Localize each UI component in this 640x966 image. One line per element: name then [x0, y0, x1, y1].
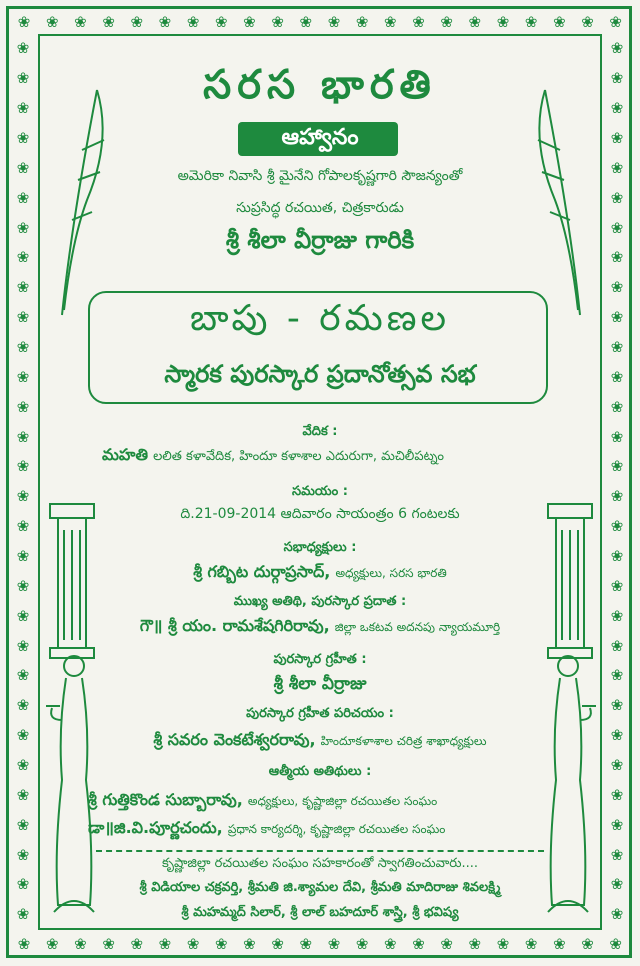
flower-icon: ❀ — [16, 158, 30, 177]
flower-icon: ❀ — [16, 547, 30, 566]
flower-icon: ❀ — [524, 12, 538, 31]
guests-label: ఆత్మీయ అతిథులు : — [268, 764, 372, 779]
flower-icon: ❀ — [609, 934, 622, 953]
invitation-label: ఆహ్వానం — [281, 125, 359, 150]
venue-label: వేదిక : — [302, 424, 338, 439]
flower-icon: ❀ — [16, 99, 30, 118]
flower-icon: ❀ — [271, 12, 284, 31]
flower-icon: ❀ — [243, 12, 256, 31]
flower-icon: ❀ — [215, 12, 228, 31]
welcome-line-3: శ్రీ మహమ్మద్ సిలార్, శ్రీ లాల్ బహదూర్ శాస్త్రి, శ్రీ భవిష్య — [181, 905, 459, 920]
flower-icon: ❀ — [610, 367, 624, 386]
flower-icon: ❀ — [610, 69, 624, 88]
flower-icon: ❀ — [610, 636, 624, 655]
flower-icon: ❀ — [130, 12, 144, 31]
flower-icon: ❀ — [610, 905, 624, 924]
introducer-role: హిందూకళాశాల చరిత్ర శాఖాధ్యక్షులు — [320, 734, 487, 748]
flower-icon: ❀ — [16, 397, 30, 416]
chief-guest-line — [0, 616, 640, 639]
guest-row — [88, 790, 437, 813]
flower-icon: ❀ — [158, 934, 172, 953]
flower-icon: ❀ — [610, 666, 624, 685]
flower-icon: ❀ — [130, 934, 144, 953]
president-role: అధ్యక్షులు, సరస భారతి — [335, 566, 447, 580]
flower-icon: ❀ — [610, 129, 624, 147]
flower-icon: ❀ — [327, 934, 341, 953]
flower-icon: ❀ — [610, 756, 624, 775]
president-name: శ్రీ గబ్బిట దుర్గాప్రసాద్, — [193, 562, 331, 581]
flower-icon: ❀ — [16, 457, 30, 476]
flower-icon: ❀ — [16, 666, 30, 685]
introducer-label: పురస్కార గ్రహీత పరిచయం : — [246, 706, 394, 721]
flower-icon: ❀ — [16, 517, 30, 536]
flower-icon: ❀ — [610, 875, 624, 894]
chief-guest-label: ముఖ్య అతిథి, పురస్కార ప్రదాత : — [233, 594, 407, 609]
organization-title: సరస భారతి — [203, 62, 437, 108]
venue-name: మహతి — [102, 445, 148, 464]
flower-icon: ❀ — [610, 248, 624, 267]
flower-icon: ❀ — [102, 12, 115, 31]
flower-icon: ❀ — [581, 12, 594, 31]
flower-icon: ❀ — [610, 427, 624, 446]
guest-name: శ్రీ గుత్తికొండ సుబ్బారావు, — [88, 790, 243, 809]
flower-icon: ❀ — [243, 934, 256, 953]
flower-icon: ❀ — [610, 517, 624, 536]
flower-icon: ❀ — [16, 636, 30, 655]
president-label: సభాధ్యక్షులు : — [283, 540, 357, 555]
flower-icon: ❀ — [17, 12, 31, 31]
introducer-line — [0, 726, 640, 753]
flower-icon: ❀ — [553, 934, 566, 953]
flower-icon: ❀ — [16, 606, 30, 625]
guest-row — [88, 818, 445, 841]
flower-icon: ❀ — [610, 815, 624, 834]
flower-icon: ❀ — [355, 934, 369, 953]
flower-icon: ❀ — [610, 726, 624, 745]
flower-icon: ❀ — [299, 934, 313, 953]
president-line — [0, 562, 640, 585]
flower-icon: ❀ — [16, 905, 30, 924]
flower-icon: ❀ — [496, 12, 510, 31]
flower-icon: ❀ — [16, 188, 30, 207]
chief-guest-name: గౌ॥ శ్రీ యం. రామశేషగిరిరావు, — [139, 616, 330, 635]
honoree-line: శ్రీ శీలా వీర్రాజు గారికి — [225, 226, 415, 254]
welcome-line-2: శ్రీ విడియాల చక్రవర్తి, శ్రీమతి జి.శ్యామల దేవి, శ్రీమతి మాదిరాజు శివలక్ష్మి — [139, 880, 501, 895]
flower-icon: ❀ — [610, 547, 624, 566]
awardee-label: పురస్కార గ్రహీత : — [273, 652, 367, 667]
flower-icon: ❀ — [16, 218, 30, 237]
chief-guest-role: జిల్లా ఒకటవ అదనపు న్యాయమూర్తి — [334, 620, 501, 634]
awardee-name: శ్రీ శీలా వీర్రాజు — [273, 674, 367, 694]
flower-icon: ❀ — [384, 934, 397, 953]
flower-icon: ❀ — [16, 815, 30, 834]
flower-icon: ❀ — [45, 934, 59, 953]
flower-icon: ❀ — [16, 367, 30, 386]
flower-icon: ❀ — [16, 427, 30, 446]
flower-icon: ❀ — [16, 756, 30, 775]
flower-icon: ❀ — [17, 934, 31, 953]
flower-icon: ❀ — [16, 487, 30, 506]
flower-icon: ❀ — [16, 845, 30, 864]
welcome-line-1: కృష్ణాజిల్లా రచయితల సంఘం సహకారంతో స్వాగతించువారు.... — [161, 856, 479, 871]
flower-icon: ❀ — [16, 338, 30, 357]
flower-icon: ❀ — [16, 69, 30, 88]
flower-icon: ❀ — [610, 487, 624, 506]
floral-border-top — [10, 10, 630, 34]
flower-icon: ❀ — [186, 934, 200, 953]
flower-icon: ❀ — [215, 934, 228, 953]
flower-icon: ❀ — [16, 726, 30, 745]
flower-icon: ❀ — [102, 934, 115, 953]
flower-icon: ❀ — [412, 934, 425, 953]
flower-icon: ❀ — [610, 397, 624, 416]
flower-icon: ❀ — [271, 934, 284, 953]
flower-icon: ❀ — [299, 12, 313, 31]
flower-icon: ❀ — [553, 12, 566, 31]
flower-icon: ❀ — [16, 278, 30, 297]
flower-icon: ❀ — [610, 785, 624, 804]
flower-icon: ❀ — [384, 12, 397, 31]
flower-icon: ❀ — [16, 576, 30, 595]
flower-icon: ❀ — [327, 12, 341, 31]
flower-icon: ❀ — [610, 278, 624, 297]
flower-icon: ❀ — [610, 39, 624, 58]
flower-icon: ❀ — [468, 12, 482, 31]
flower-icon: ❀ — [610, 606, 624, 625]
flower-icon: ❀ — [16, 875, 30, 894]
flower-icon: ❀ — [610, 845, 624, 864]
flower-icon: ❀ — [610, 338, 624, 357]
flower-icon: ❀ — [610, 457, 624, 476]
venue-detail: లలిత కళావేదిక, హిందూ కళాశాల ఎదురుగా, మచిలీపట్నం — [153, 449, 444, 464]
guest-name: డా॥జి.వి.పూర్ణచందు, — [88, 818, 223, 837]
flower-icon: ❀ — [609, 12, 622, 31]
flower-icon: ❀ — [610, 158, 624, 177]
flower-icon: ❀ — [610, 308, 624, 327]
flower-icon: ❀ — [45, 12, 59, 31]
flower-icon: ❀ — [440, 934, 453, 953]
flower-icon: ❀ — [440, 12, 453, 31]
time-label: సమయం : — [292, 484, 348, 499]
flower-icon: ❀ — [468, 934, 482, 953]
flower-icon: ❀ — [355, 12, 369, 31]
guest-role: ప్రధాన కార్యదర్శి, కృష్ణాజిల్లా రచయితల సంఘం — [227, 822, 446, 836]
descriptor-line: సుప్రసిద్ధ రచయిత, చిత్రకారుడు — [236, 200, 404, 216]
flower-icon: ❀ — [581, 934, 594, 953]
flower-icon: ❀ — [16, 308, 30, 327]
floral-border-bottom — [10, 932, 630, 956]
flower-icon: ❀ — [16, 129, 30, 147]
flower-icon: ❀ — [610, 218, 624, 237]
venue-line — [102, 445, 444, 468]
flower-icon: ❀ — [74, 12, 87, 31]
time-value: ది.21-09-2014 ఆదివారం సాయంత్రం 6 గంటలకు — [180, 506, 460, 522]
guest-role: అధ్యక్షులు, కృష్ణాజిల్లా రచయితల సంఘం — [247, 794, 438, 808]
introducer-name: శ్రీ సవరం వెంకటేశ్వరరావు, — [153, 730, 316, 749]
flower-icon: ❀ — [412, 12, 425, 31]
flower-icon: ❀ — [74, 934, 87, 953]
flower-icon: ❀ — [524, 934, 538, 953]
event-title: బాపు - రమణల — [190, 298, 450, 339]
event-subtitle: స్మారక పురస్కార ప్రదానోత్సవ సభ — [164, 360, 476, 388]
flower-icon: ❀ — [610, 576, 624, 595]
flower-icon: ❀ — [496, 934, 510, 953]
flower-icon: ❀ — [610, 188, 624, 207]
flower-icon: ❀ — [158, 12, 172, 31]
section-divider — [96, 850, 544, 852]
flower-icon: ❀ — [610, 696, 624, 715]
flower-icon: ❀ — [610, 99, 624, 118]
flower-icon: ❀ — [16, 696, 30, 715]
flower-icon: ❀ — [16, 785, 30, 804]
flower-icon: ❀ — [186, 12, 200, 31]
flower-icon: ❀ — [16, 39, 30, 58]
sponsor-line: అమెరికా నివాసి శ్రీ మైనేని గోపాలకృష్ణగారి సౌజన్యంతో — [177, 168, 463, 184]
flower-icon: ❀ — [16, 248, 30, 267]
